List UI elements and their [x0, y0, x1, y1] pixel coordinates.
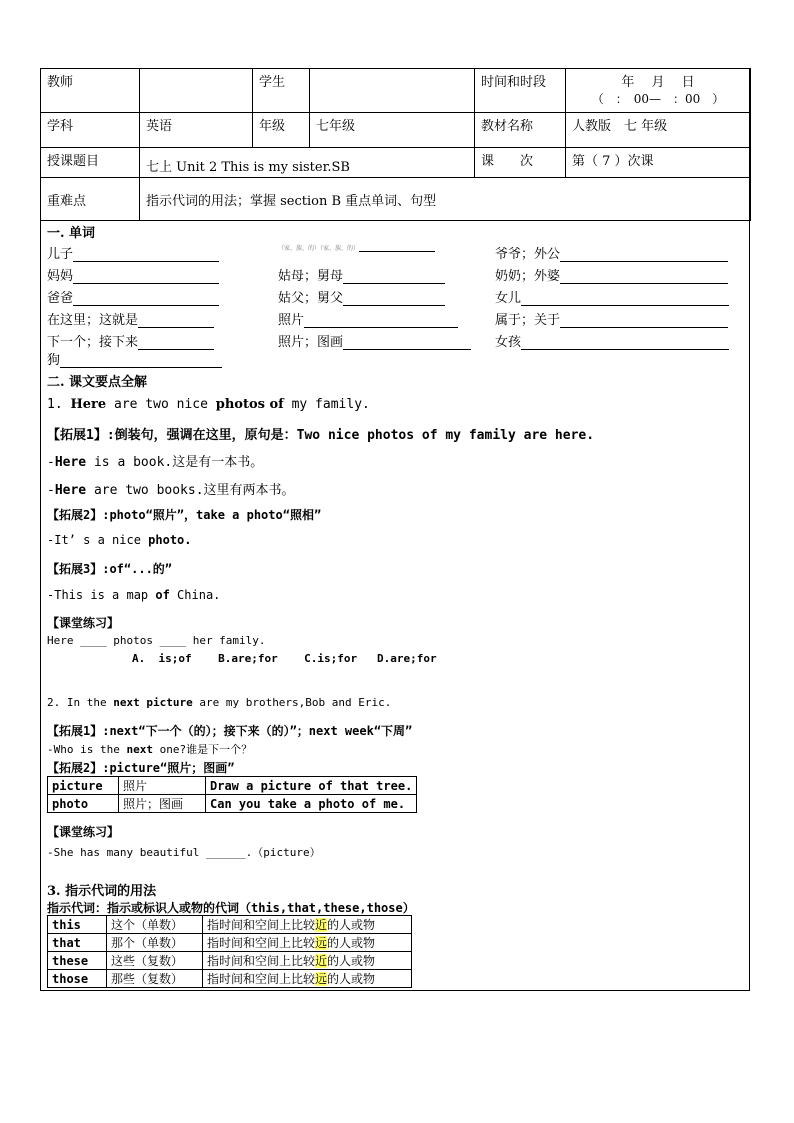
vocab-row — [495, 265, 728, 284]
table-cell: 照片 — [119, 777, 206, 795]
vocab-faded-text: （家、族、的）（家、族、的） — [278, 243, 435, 252]
vocab-row — [278, 265, 445, 284]
vocab-row — [47, 265, 219, 284]
example-4: -This is a map of China. — [47, 588, 221, 602]
vocab-answer-blank[interactable] — [60, 353, 222, 368]
vocab-answer-blank[interactable] — [304, 313, 458, 328]
practice-1-title: 【课堂练习】 — [47, 616, 120, 630]
vocab-answer-blank[interactable] — [560, 269, 728, 284]
vocab-answer-blank[interactable] — [73, 269, 219, 284]
vocab-answer-blank[interactable] — [343, 291, 445, 306]
topic-label: 授课题目 — [41, 148, 140, 178]
practice-1-question: Here ____ photos ____ her family. — [47, 634, 266, 647]
student-label: 学生 — [253, 69, 310, 113]
section2-title: 二. 课文要点全解 — [47, 375, 148, 390]
vocab-label: 爸爸 — [47, 291, 74, 306]
vocab-label: 下一个；接下来 — [47, 335, 139, 350]
picture-photo-table — [47, 776, 417, 813]
section3-title: 3. 指示代词的用法 — [47, 884, 157, 899]
table-row — [48, 970, 412, 988]
table-cell: 照片；图画 — [119, 795, 206, 813]
section3-definition: 指示代词：指示或标识人或物的代词（this,that,these,those） — [47, 901, 415, 915]
demonstrative-pronoun-table — [47, 915, 412, 988]
meaning-cell: 这些（复数） — [107, 952, 203, 970]
description-cell: 指时间和空间上比较远的人或物 — [203, 934, 412, 952]
meaning-cell: 那个（单数） — [107, 934, 203, 952]
subject-value: 英语 — [140, 113, 253, 148]
vocab-answer-blank[interactable] — [73, 247, 219, 262]
vocab-label: 照片 — [278, 313, 305, 328]
vocab-row — [47, 331, 214, 350]
lesson-label: 课 次 — [475, 148, 566, 178]
vocab-answer-blank[interactable] — [521, 291, 729, 306]
meaning-cell: 这个（单数） — [107, 916, 203, 934]
example-next: -Who is the next one?谁是下一个？ — [47, 743, 253, 756]
practice-1-options[interactable]: A. is;of B.are;for C.is;for D.are;for — [132, 652, 437, 665]
vocab-row — [495, 243, 728, 262]
vocab-answer-blank[interactable] — [560, 313, 728, 328]
vocab-row — [47, 243, 219, 262]
extension-2: 【拓展2】:photo“照片”，take a photo“照相” — [47, 508, 322, 522]
pronoun-cell: those — [48, 970, 107, 988]
extension-picture: 【拓展2】:picture“照片；图画” — [47, 761, 235, 775]
example-2: -Here are two books.这里有两本书。 — [47, 483, 295, 498]
table-row — [48, 777, 417, 795]
vocab-title: 一. 单词 — [47, 226, 96, 241]
sentence-1: 1. Here are two nice photos of my family. — [47, 397, 370, 412]
date-line: 年 月 日 — [621, 75, 695, 90]
textbook-value: 人教版 七 年级 — [566, 113, 751, 148]
vocab-answer-blank[interactable] — [138, 313, 214, 328]
vocab-answer-blank[interactable] — [560, 247, 728, 262]
vocab-answer-blank[interactable] — [343, 269, 445, 284]
table-row — [48, 934, 412, 952]
extension-next: 【拓展1】:next“下一个（的）；接下来（的）”；next week“下周” — [47, 724, 413, 738]
vocab-row — [495, 287, 729, 306]
lesson-header-table — [40, 68, 751, 221]
sentence-2: 2. In the next picture are my brothers,Bob and Eric. — [47, 696, 392, 709]
table-row — [48, 795, 417, 813]
vocab-label: 女孩 — [495, 335, 522, 350]
textbook-label: 教材名称 — [475, 113, 566, 148]
teacher-value[interactable] — [140, 69, 253, 113]
vocab-label: 姑母；舅母 — [278, 269, 344, 284]
vocab-label: 女儿 — [495, 291, 522, 306]
vocab-row — [278, 287, 445, 306]
table-cell: Draw a picture of that tree. — [206, 777, 417, 795]
keypoint-label: 重难点 — [41, 178, 140, 221]
vocab-answer-blank[interactable] — [521, 335, 729, 350]
time-label: 时间和时段 — [475, 69, 566, 113]
vocab-answer-blank[interactable] — [359, 243, 435, 252]
table-row — [48, 916, 412, 934]
meaning-cell: 那些（复数） — [107, 970, 203, 988]
table-cell: picture — [48, 777, 119, 795]
vocab-label: 姑父；舅父 — [278, 291, 344, 306]
time-value[interactable] — [566, 69, 751, 113]
vocab-answer-blank[interactable] — [73, 291, 219, 306]
vocab-label: 妈妈 — [47, 269, 74, 284]
vocab-answer-blank[interactable] — [138, 335, 214, 350]
practice-2-title: 【课堂练习】 — [47, 825, 120, 839]
example-1: -Here is a book.这是有一本书。 — [47, 455, 264, 470]
practice-2-question: -She has many beautiful ______.（picture） — [47, 846, 321, 859]
keypoint-value: 指示代词的用法；掌握 section B 重点单词、句型 — [140, 178, 751, 221]
vocab-label: 狗 — [47, 353, 61, 368]
lesson-value: 第（ 7 ）次课 — [566, 148, 751, 178]
table-cell: photo — [48, 795, 119, 813]
pronoun-cell: this — [48, 916, 107, 934]
description-cell: 指时间和空间上比较远的人或物 — [203, 970, 412, 988]
vocab-label: 属于；关于 — [495, 313, 561, 328]
example-3: -It’ s a nice photo. — [47, 533, 192, 547]
student-value[interactable] — [310, 69, 475, 113]
vocab-row — [495, 331, 729, 350]
vocab-row — [278, 309, 458, 328]
grade-value: 七年级 — [310, 113, 475, 148]
teacher-label: 教师 — [41, 69, 140, 113]
vocab-label: 爷爷；外公 — [495, 247, 561, 262]
description-cell: 指时间和空间上比较近的人或物 — [203, 916, 412, 934]
subject-label: 学科 — [41, 113, 140, 148]
vocab-label: 儿子 — [47, 247, 74, 262]
pronoun-cell: that — [48, 934, 107, 952]
topic-value: 七上 Unit 2 This is my sister.SB — [140, 148, 475, 178]
pronoun-cell: these — [48, 952, 107, 970]
extension-1: 【拓展1】:倒装句，强调在这里，原句是：Two nice photos of my family are here. — [47, 428, 595, 443]
vocab-row — [495, 309, 728, 328]
vocab-label: 在这里；这就是 — [47, 313, 139, 328]
table-cell: Can you take a photo of me. — [206, 795, 417, 813]
vocab-row — [278, 331, 471, 350]
vocab-row — [47, 349, 222, 368]
time-line: （ ： 00— ：00 ） — [591, 92, 725, 106]
table-row — [48, 952, 412, 970]
vocab-label: 照片；图画 — [278, 335, 344, 350]
vocab-row — [47, 309, 214, 328]
vocab-label: 奶奶；外婆 — [495, 269, 561, 284]
extension-3: 【拓展3】:of“...的” — [47, 562, 173, 576]
vocab-row — [47, 287, 219, 306]
grade-label: 年级 — [253, 113, 310, 148]
vocab-answer-blank[interactable] — [343, 335, 471, 350]
description-cell: 指时间和空间上比较近的人或物 — [203, 952, 412, 970]
